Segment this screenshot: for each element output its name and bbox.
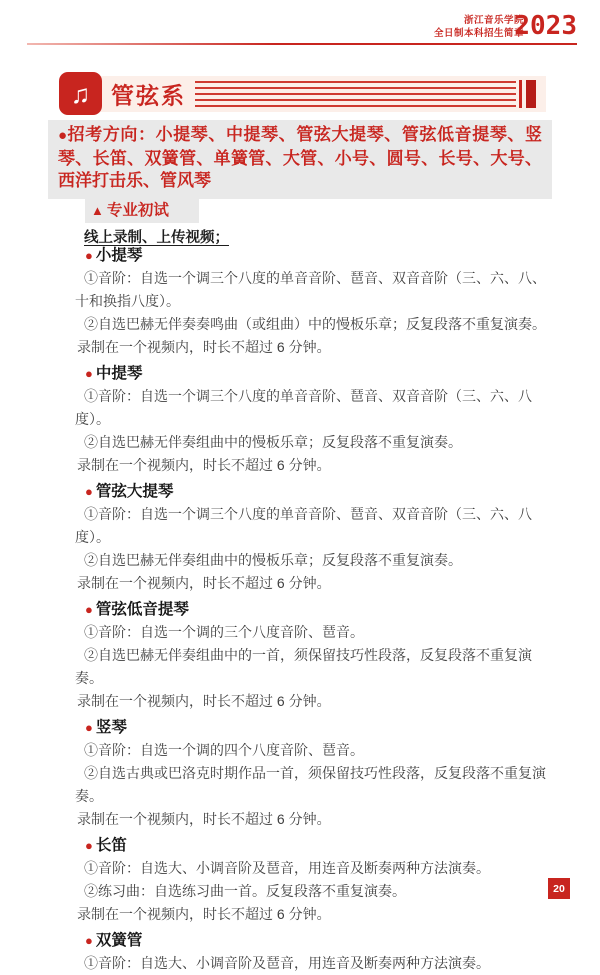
header-year: 2023 bbox=[514, 11, 577, 41]
instrument-name: 小提琴 bbox=[95, 247, 143, 264]
requirement-line: 录制在一个视频内，时长不超过 6 分钟。 bbox=[77, 339, 331, 355]
requirement-line: ①音阶：自选一个调三个八度的单音音阶、琶音、双音音阶（三、六、八、十和换指八度）。 bbox=[75, 270, 546, 309]
instrument-header bbox=[75, 480, 547, 503]
instrument-header bbox=[75, 598, 547, 621]
bullet-icon: ● bbox=[85, 720, 93, 735]
instrument-section bbox=[75, 834, 547, 926]
triangle-icon: ▲ bbox=[91, 203, 104, 218]
requirement-line: 录制在一个视频内，时长不超过 6 分钟。 bbox=[77, 906, 331, 922]
instrument-name: 管弦低音提琴 bbox=[95, 601, 189, 618]
requirement-line: 录制在一个视频内，时长不超过 6 分钟。 bbox=[77, 575, 331, 591]
header-org-line1: 浙江音乐学院 bbox=[463, 15, 524, 26]
header-organization bbox=[434, 15, 524, 40]
music-notes-glyph: ♫ bbox=[70, 78, 91, 109]
page-number-badge: 20 bbox=[548, 878, 570, 899]
bullet-icon: ● bbox=[85, 838, 93, 853]
instrument-name: 长笛 bbox=[95, 837, 127, 854]
bullet-icon: ● bbox=[85, 933, 93, 948]
department-title: 管弦系 bbox=[111, 82, 186, 109]
requirement-line: ①音阶：自选一个调的四个八度音阶、琶音。 bbox=[84, 742, 364, 758]
requirement-line: 录制在一个视频内，时长不超过 6 分钟。 bbox=[77, 811, 331, 827]
instrument-header bbox=[75, 929, 547, 952]
instrument-section bbox=[75, 244, 547, 359]
instrument-name: 中提琴 bbox=[95, 365, 143, 382]
admission-directions-text: 招考方向：小提琴、中提琴、管弦大提琴、管弦低音提琴、竖琴、长笛、双簧管、单簧管、大管、小号、圆号、长号、大号、西洋打击乐、管风琴 bbox=[58, 125, 543, 190]
instrument-section bbox=[75, 929, 547, 975]
requirement-line: ②自选古典或巴洛克时期作品一首，须保留技巧性段落，反复段落不重复演奏。 bbox=[75, 765, 546, 804]
exam-stage-heading bbox=[85, 198, 199, 223]
header-rule bbox=[27, 43, 577, 45]
instrument-header bbox=[75, 244, 547, 267]
instrument-header bbox=[75, 362, 547, 385]
requirement-line: ②练习曲：自选练习曲一首。反复段落不重复演奏。 bbox=[84, 883, 406, 899]
instrument-sections bbox=[75, 241, 547, 975]
requirement-line: 录制在一个视频内，时长不超过 6 分钟。 bbox=[77, 693, 331, 709]
admission-directions-box bbox=[48, 120, 552, 199]
instrument-section bbox=[75, 362, 547, 477]
requirement-line: ②自选巴赫无伴奏组曲中的慢板乐章；反复段落不重复演奏。 bbox=[84, 434, 462, 450]
requirement-line: ①音阶：自选一个调的三个八度音阶、琶音。 bbox=[84, 624, 364, 640]
requirement-line: 录制在一个视频内，时长不超过 6 分钟。 bbox=[77, 457, 331, 473]
exam-stage-label: 专业初试 bbox=[106, 202, 169, 219]
bullet-icon: ● bbox=[85, 602, 93, 617]
instrument-name: 竖琴 bbox=[95, 719, 127, 736]
bullet-icon: ● bbox=[58, 127, 68, 144]
requirement-line: ②自选巴赫无伴奏组曲中的一首，须保留技巧性段落，反复段落不重复演奏。 bbox=[75, 647, 532, 686]
requirement-line: ①音阶：自选一个调三个八度的单音音阶、琶音、双音音阶（三、六、八度）。 bbox=[75, 388, 532, 427]
recording-instruction: 线上录制、上传视频； bbox=[84, 230, 229, 246]
requirement-line: ②自选巴赫无伴奏奏鸣曲（或组曲）中的慢板乐章；反复段落不重复演奏。 bbox=[84, 316, 546, 332]
instrument-section bbox=[75, 716, 547, 831]
department-title-bar bbox=[65, 76, 546, 112]
instrument-section bbox=[75, 480, 547, 595]
instrument-header bbox=[75, 834, 547, 857]
requirement-line: ①音阶：自选大、小调音阶及琶音，用连音及断奏两种方法演奏。 bbox=[84, 860, 490, 876]
music-notes-icon bbox=[59, 72, 102, 115]
instrument-header bbox=[75, 716, 547, 739]
staff-barline-thin bbox=[519, 80, 522, 108]
instrument-section bbox=[75, 598, 547, 713]
staff-barline-thick bbox=[526, 80, 536, 108]
requirement-line: ②自选巴赫无伴奏组曲中的慢板乐章；反复段落不重复演奏。 bbox=[84, 552, 462, 568]
header-org-line2: 全日制本科招生简章 bbox=[433, 27, 524, 39]
requirement-line: ①音阶：自选一个调三个八度的单音音阶、琶音、双音音阶（三、六、八度）。 bbox=[75, 506, 532, 545]
bullet-icon: ● bbox=[85, 484, 93, 499]
requirement-line: ①音阶：自选大、小调音阶及琶音，用连音及断奏两种方法演奏。 bbox=[84, 955, 490, 971]
music-staff-lines bbox=[195, 81, 516, 107]
bullet-icon: ● bbox=[85, 366, 93, 381]
instrument-name: 双簧管 bbox=[95, 932, 143, 949]
bullet-icon: ● bbox=[85, 248, 93, 263]
instrument-name: 管弦大提琴 bbox=[95, 483, 174, 500]
